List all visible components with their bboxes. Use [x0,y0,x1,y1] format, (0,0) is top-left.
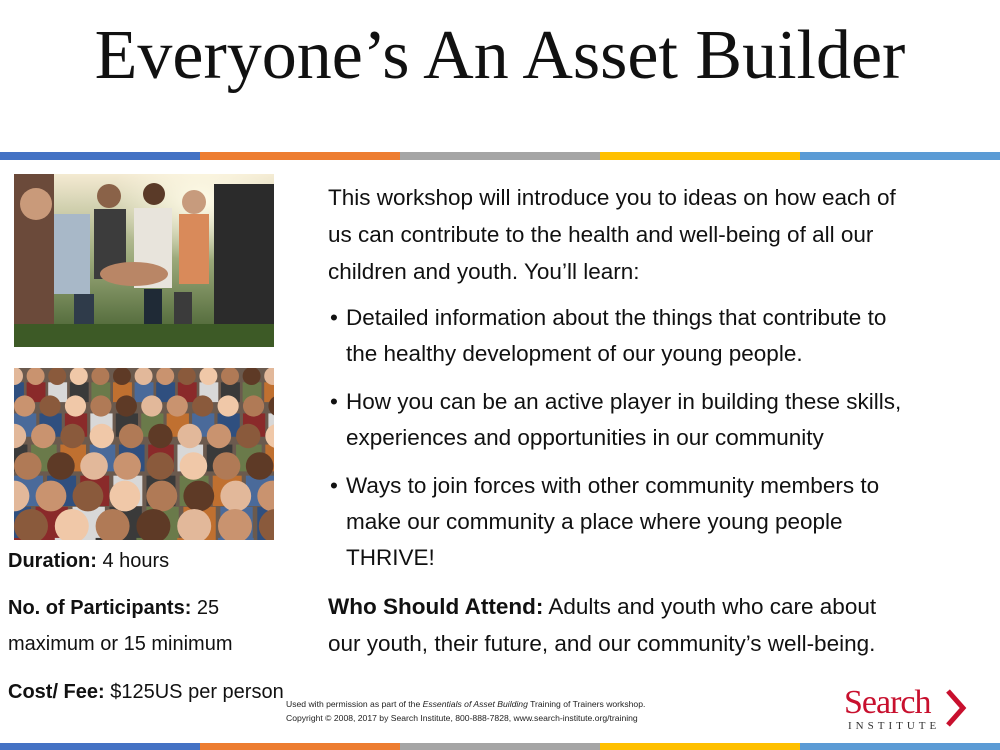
who-line-1 [328,588,988,625]
bullet-line: the healthy development of our young people. [346,341,803,366]
stripe-segment-orange [200,743,400,750]
bullet-line: • Ways to join forces with other community members to [346,473,880,498]
stripe-segment-lightblue [800,152,1000,160]
slide-title: Everyone’s An Asset Builder [94,17,906,94]
intro-line: children and youth. You’ll learn: [328,259,640,284]
stripe-segment-gold [600,743,800,750]
bullet-line: • Detailed information about the things that contribute to [346,305,887,330]
copyright-line: Copyright © 2008, 2017 by Search Institute, 800-888-7828, www.search-institute.org/training [286,713,638,723]
cost-line [8,680,284,704]
cost-label: Cost/ Fee: [8,681,105,703]
intro-line: us can contribute to the health and well-being of all our [328,222,874,247]
who-label: Who Should Attend: [328,594,544,619]
stripe-segment-gold [600,152,800,160]
intro-paragraph [328,179,988,290]
bullet-line: • How you can be an active player in building these skills, [346,389,902,414]
who-text: Adults and youth who care about [548,594,877,619]
duration-line [8,549,169,573]
stripe-segment-gray [400,743,600,750]
credit-pre: Used with permission as part of the [286,699,423,709]
credit-italic: Essentials of Asset Building [422,699,528,709]
bullet-line: experiences and opportunities in our community [346,425,824,450]
credit-text [286,697,766,725]
bullet-item [328,384,988,456]
group-hands-photo [14,174,274,347]
logo-sub: INSTITUTE [848,720,941,732]
who-should-attend [328,588,988,662]
permission-line [286,697,766,711]
who-line-2: our youth, their future, and our community’s well-being. [328,631,876,656]
stripe-segment-orange [200,152,400,160]
stripe-segment-gray [400,152,600,160]
bullet-line: THRIVE! [346,545,435,570]
stripe-segment-blue [0,152,200,160]
bottom-color-stripe [0,743,1000,750]
duration-label: Duration: [8,550,97,572]
stripe-segment-blue [0,743,200,750]
duration-value: 4 hours [102,550,170,572]
participants-line [8,596,219,620]
cost-value: $125US per person [110,681,284,703]
intro-line: This workshop will introduce you to ideas on how each of [328,185,896,210]
search-institute-logo [842,684,972,736]
stripe-segment-lightblue [800,743,1000,750]
logo-word: Search [844,684,931,721]
participants-line-2: maximum or 15 minimum [8,633,233,655]
participants-value: 25 [196,597,220,619]
top-color-stripe [0,152,1000,160]
credit-post: Training of Trainers workshop. [527,699,646,709]
learning-bullet-list [328,300,988,588]
bullet-line: make our community a place where young people [346,509,843,534]
crowd-applauding-photo [14,368,274,540]
participants-label: No. of Participants: [8,597,192,619]
bullet-item [328,468,988,576]
bullet-item [328,300,988,372]
chevron-right-icon [944,688,968,728]
